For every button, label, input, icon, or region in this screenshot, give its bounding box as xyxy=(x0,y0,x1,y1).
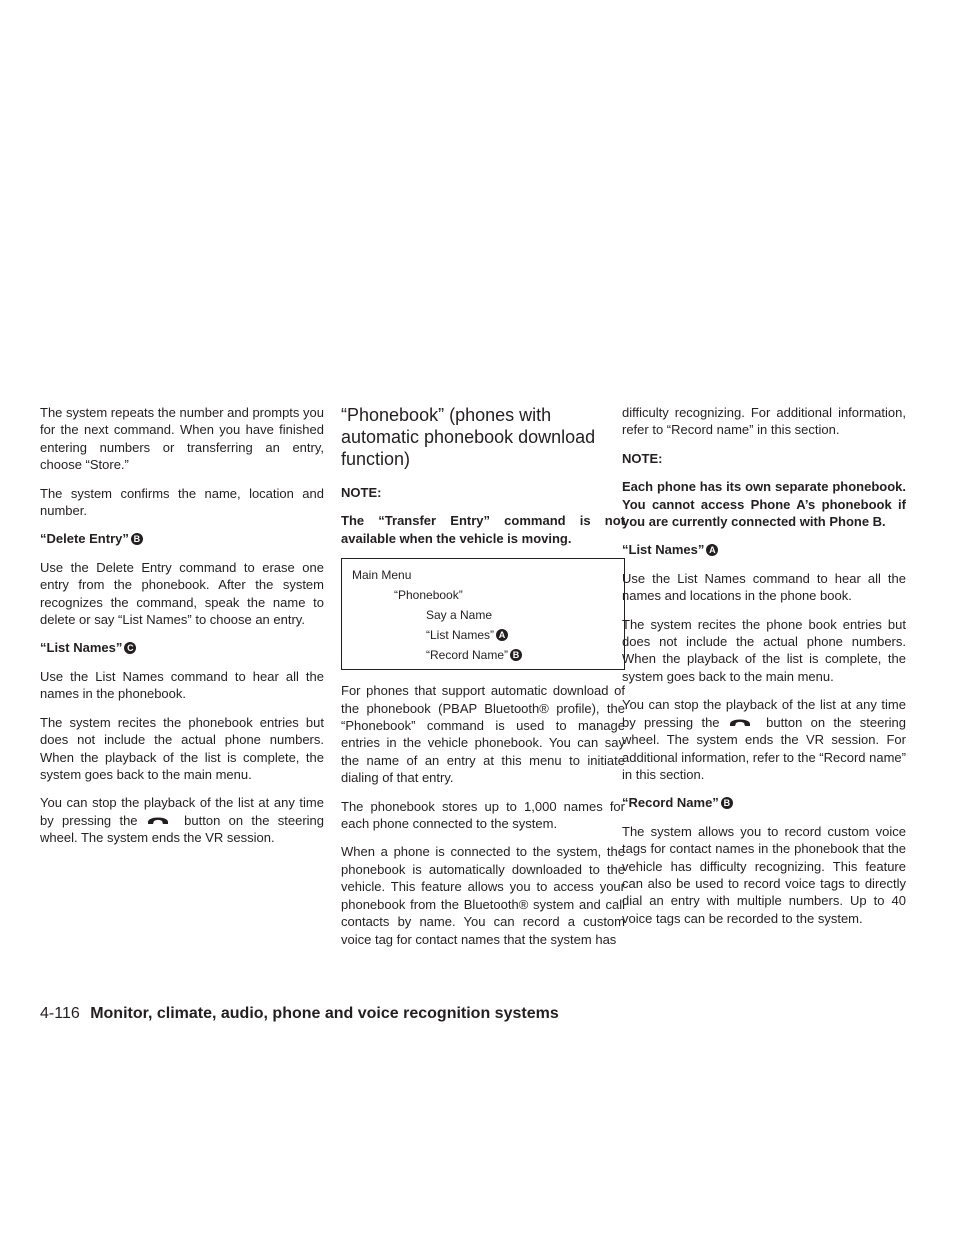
note-label: NOTE: xyxy=(341,485,382,500)
paragraph: The phonebook stores up to 1,000 names for each phone connected to the system. xyxy=(341,798,625,832)
paragraph xyxy=(40,794,324,846)
callout-marker: C xyxy=(124,642,136,654)
menu-item: “Phonebook” xyxy=(394,588,463,603)
paragraph: Use the Delete Entry command to erase one entry from the phonebook. After the system recognizes the command, speak the name to delete or say “List Names” to choose an entry. xyxy=(40,559,324,628)
list-names-heading xyxy=(40,639,324,656)
paragraph-text: button on the steering wheel. The system ends the VR session. For additional information, refer to the “Record name” in this section. xyxy=(622,714,906,782)
menu-item: Main Menu xyxy=(352,568,412,583)
column-left xyxy=(40,404,324,858)
menu-item xyxy=(352,625,614,645)
delete-entry-heading xyxy=(40,530,324,547)
voice-menu-tree xyxy=(341,558,625,670)
paragraph: difficulty recognizing. For additional information, refer to “Record name” in this section. xyxy=(622,405,906,438)
paragraph: The system recites the phone book entries but does not include the actual phone numbers. When the playback of the list is complete, the system goes back to the main menu. xyxy=(622,616,906,684)
paragraph: For phones that support automatic download of the phonebook (PBAP Bluetooth® profile), the “Phonebook” command is used to manage entries in the vehicle phonebook. You can say the name of an entry at this menu to initiate dialing of that entry. xyxy=(341,683,625,786)
column-right xyxy=(622,404,906,938)
paragraph-text: You can stop the playback of the list at any time by pressing the xyxy=(622,697,906,730)
heading-text: “List Names” xyxy=(622,542,705,558)
page-number: 4-116 xyxy=(40,1005,80,1022)
paragraph: The system confirms the name, location and number. xyxy=(40,485,324,519)
note-text: The “Transfer Entry” command is not available when the vehicle is moving. xyxy=(341,513,625,546)
phone-hangup-icon xyxy=(728,716,752,728)
note-label: NOTE: xyxy=(622,450,663,466)
callout-marker: B xyxy=(510,649,522,661)
callout-marker: A xyxy=(706,544,718,556)
menu-item-text: “List Names” xyxy=(426,628,495,643)
section-title: “Phonebook” (phones with automatic phonebook download function) xyxy=(341,405,596,469)
phone-hangup-icon xyxy=(146,814,170,826)
page-footer xyxy=(40,1005,559,1023)
menu-item-text: “Record Name” xyxy=(426,648,509,663)
paragraph: The system repeats the number and prompts you for the next command. When you have finished entering numbers or transferring an entry, choose “Store.” xyxy=(40,405,324,473)
paragraph: Use the List Names command to hear all the names and locations in the phone book. xyxy=(622,570,906,604)
paragraph-text: You can stop the playback of the list at any time by pressing the xyxy=(40,795,324,828)
paragraph xyxy=(622,696,906,783)
list-names-heading xyxy=(622,541,906,558)
note-text: Each phone has its own separate phonebook. You cannot access Phone A’s phonebook if you are currently connected with Phone B. xyxy=(622,479,906,530)
heading-text: “Delete Entry” xyxy=(40,531,129,547)
paragraph: The system recites the phonebook entries but does not include the actual phone numbers. When the playback of the list is complete, the system goes back to the main menu. xyxy=(40,714,324,782)
heading-text: “Record Name” xyxy=(622,795,719,811)
column-middle xyxy=(341,404,625,959)
menu-item: Say a Name xyxy=(426,608,493,623)
paragraph: The system allows you to record custom voice tags for contact names in the phonebook that the vehicle has difficulty recognizing. This feature can also be used to record voice tags to directly dial an entry with multiple numbers. Up to 40 voice tags can be recorded to the system. xyxy=(622,823,906,926)
heading-text: “List Names” xyxy=(40,640,123,656)
paragraph: When a phone is connected to the system, the phonebook is automatically downloaded to the vehicle. This feature allows you to access your phonebook from the Bluetooth® system and call contacts by name. You can record a custom voice tag for contact names that the system has xyxy=(341,844,625,947)
menu-item xyxy=(352,645,614,665)
callout-marker: B xyxy=(131,533,143,545)
paragraph-text: button on the steering wheel. The system ends the VR session. xyxy=(40,812,324,846)
record-name-heading xyxy=(622,794,906,811)
callout-marker: B xyxy=(721,797,733,809)
callout-marker: A xyxy=(496,629,508,641)
chapter-title: Monitor, climate, audio, phone and voice recognition systems xyxy=(90,1005,559,1022)
paragraph: Use the List Names command to hear all the names in the phonebook. xyxy=(40,668,324,702)
